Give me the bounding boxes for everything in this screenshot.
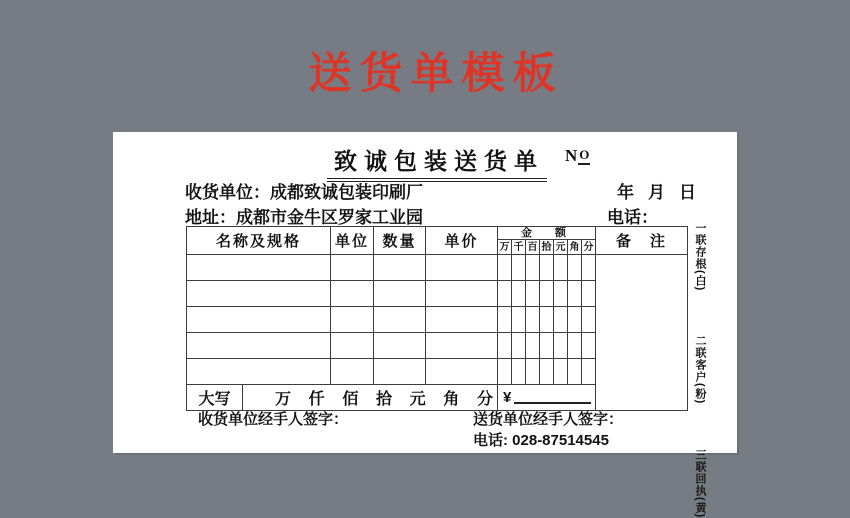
total-amount bbox=[498, 386, 595, 410]
name-cell bbox=[187, 307, 331, 333]
amount-cell bbox=[498, 307, 512, 333]
amount-cell bbox=[526, 307, 540, 333]
stub-copy-2: 二联客户(粉) bbox=[694, 335, 706, 405]
amount-digit-header: 元 bbox=[555, 241, 566, 253]
caps-digit: 元 bbox=[409, 391, 426, 408]
receiver-row bbox=[185, 178, 423, 203]
caps-digits-cell bbox=[243, 385, 498, 411]
amount-cell bbox=[554, 281, 568, 307]
date-day-label: 日 bbox=[679, 183, 696, 202]
header-remark: 备 注 bbox=[596, 227, 688, 255]
no-o: O bbox=[578, 147, 590, 165]
stub-copy-1: 一联存根(白) bbox=[694, 222, 706, 292]
amount-digit-header: 拾 bbox=[541, 241, 552, 253]
name-cell bbox=[187, 333, 331, 359]
amount-cell bbox=[498, 359, 512, 385]
caps-digit: 仟 bbox=[308, 391, 325, 408]
qty-cell bbox=[374, 255, 426, 281]
date-month-label: 月 bbox=[648, 183, 665, 202]
address-row bbox=[185, 203, 423, 228]
unit-cell bbox=[331, 281, 374, 307]
delivery-note bbox=[113, 132, 737, 518]
name-cell bbox=[187, 255, 331, 281]
amount-cell bbox=[526, 359, 540, 385]
amount-cell bbox=[568, 333, 582, 359]
name-cell bbox=[187, 281, 331, 307]
amount-cell bbox=[554, 359, 568, 385]
address-label: 地址： bbox=[185, 208, 236, 227]
receiver-value: 成都致诚包装印刷厂 bbox=[270, 183, 423, 202]
form-title: 致诚包装送货单 bbox=[327, 143, 547, 182]
amount-cell bbox=[582, 359, 596, 385]
amount-cell bbox=[582, 307, 596, 333]
caps-label: 大写 bbox=[187, 385, 243, 411]
price-cell bbox=[426, 333, 498, 359]
amount-cell bbox=[526, 255, 540, 281]
date-year-label: 年 bbox=[617, 183, 634, 202]
amount-cell bbox=[540, 255, 554, 281]
amount-cell bbox=[568, 281, 582, 307]
amount-cell bbox=[540, 359, 554, 385]
price-cell bbox=[426, 307, 498, 333]
price-cell bbox=[426, 359, 498, 385]
sender-signature-label: 送货单位经手人签字： bbox=[473, 411, 624, 428]
address-value: 成都市金牛区罗家工业园 bbox=[236, 208, 423, 227]
amount-digit-header: 千 bbox=[513, 241, 524, 253]
amount-cell bbox=[582, 333, 596, 359]
amount-cell bbox=[512, 255, 526, 281]
amount-digit-header: 百 bbox=[527, 241, 538, 253]
amount-digit-header: 万 bbox=[499, 241, 510, 253]
header-amount: 金 额 bbox=[498, 227, 596, 240]
amount-cell bbox=[526, 281, 540, 307]
no-n: N bbox=[565, 146, 578, 165]
amount-cell bbox=[498, 255, 512, 281]
caps-digit: 分 bbox=[476, 391, 493, 408]
amount-cell bbox=[554, 307, 568, 333]
caps-digits bbox=[243, 386, 497, 409]
caps-digit: 角 bbox=[443, 391, 460, 408]
page-title: 送货单模板 bbox=[308, 51, 564, 98]
header-name: 名称及规格 bbox=[187, 227, 331, 255]
amount-cell bbox=[540, 333, 554, 359]
caps-digit: 万 bbox=[275, 391, 292, 408]
amount-cell bbox=[512, 281, 526, 307]
caps-digit: 佰 bbox=[342, 391, 359, 408]
amount-cell bbox=[498, 281, 512, 307]
form-no bbox=[565, 146, 590, 167]
stub-copy-3: 三联回执(黄) bbox=[694, 448, 706, 518]
unit-cell bbox=[331, 333, 374, 359]
qty-cell bbox=[374, 307, 426, 333]
amount-cell bbox=[498, 333, 512, 359]
receiver-signature-label: 收货单位经手人签字： bbox=[198, 411, 349, 428]
qty-cell bbox=[374, 281, 426, 307]
caps-digit: 拾 bbox=[375, 391, 392, 408]
copy-stub-strip bbox=[692, 222, 708, 518]
amount-blank-line bbox=[514, 389, 591, 404]
unit-cell bbox=[331, 307, 374, 333]
price-cell bbox=[426, 255, 498, 281]
goods-table bbox=[186, 226, 688, 411]
amount-cell bbox=[540, 307, 554, 333]
unit-cell bbox=[331, 359, 374, 385]
price-cell bbox=[426, 281, 498, 307]
amount-cell bbox=[554, 333, 568, 359]
unit-cell bbox=[331, 255, 374, 281]
amount-cell bbox=[568, 255, 582, 281]
name-cell bbox=[187, 359, 331, 385]
header-qty: 数量 bbox=[374, 227, 426, 255]
total-amount-cell bbox=[498, 385, 596, 411]
sender-phone: 电话: 028-87514545 bbox=[473, 432, 609, 449]
amount-cell bbox=[512, 333, 526, 359]
amount-cell bbox=[526, 333, 540, 359]
amount-cell bbox=[582, 255, 596, 281]
header-unit: 单位 bbox=[331, 227, 374, 255]
remark-cell bbox=[596, 255, 688, 411]
qty-cell bbox=[374, 333, 426, 359]
amount-digit-header: 角 bbox=[569, 241, 580, 253]
amount-cell bbox=[512, 307, 526, 333]
table-row bbox=[187, 255, 688, 281]
header-price: 单价 bbox=[426, 227, 498, 255]
yen-symbol: ¥ bbox=[503, 388, 512, 406]
amount-digit-header: 分 bbox=[582, 240, 596, 255]
date-group bbox=[617, 178, 696, 203]
amount-cell bbox=[512, 359, 526, 385]
amount-cell bbox=[554, 255, 568, 281]
amount-cell bbox=[568, 307, 582, 333]
amount-cell bbox=[568, 359, 582, 385]
phone-label: 电话： bbox=[607, 208, 658, 227]
amount-cell bbox=[582, 281, 596, 307]
amount-cell bbox=[540, 281, 554, 307]
receiver-label: 收货单位： bbox=[185, 183, 270, 202]
qty-cell bbox=[374, 359, 426, 385]
